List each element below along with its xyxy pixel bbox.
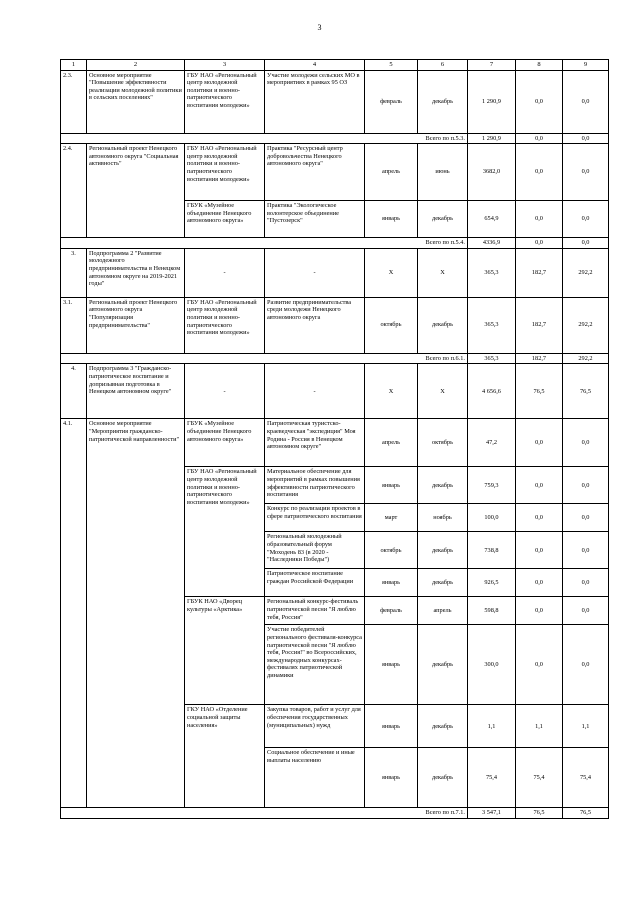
end-month: октябрь bbox=[418, 419, 468, 467]
program-table bbox=[60, 59, 609, 819]
amount-col8: 0,0 bbox=[516, 144, 563, 201]
measure-name: Основное мероприятие "Повышение эффективности реализации молодежной политики в сельских поселениях" bbox=[87, 70, 185, 133]
end-month: апрель bbox=[418, 597, 468, 625]
amount-col9: 292,2 bbox=[563, 297, 609, 353]
start-month: январь bbox=[365, 748, 418, 808]
amount-col7: 365,3 bbox=[468, 248, 516, 297]
subtotal-col8: 0,0 bbox=[516, 133, 563, 144]
amount-col9: 0,0 bbox=[563, 467, 609, 504]
page-number: 3 bbox=[317, 23, 322, 32]
row-number: 4.1. bbox=[61, 419, 87, 808]
subtotal-label: Всего по п.5.3. bbox=[61, 133, 468, 144]
subtotal-row bbox=[61, 353, 609, 364]
subtotal-col8: 182,7 bbox=[516, 353, 563, 364]
column-header-row bbox=[61, 60, 609, 71]
table-row bbox=[61, 297, 609, 353]
col-header-5: 5 bbox=[365, 60, 418, 71]
amount-col7: 738,8 bbox=[468, 532, 516, 569]
end-month: декабрь bbox=[418, 70, 468, 133]
col-header-3: 3 bbox=[185, 60, 265, 71]
amount-col7: 654,9 bbox=[468, 201, 516, 238]
measure-content: - bbox=[265, 248, 365, 297]
end-month: декабрь bbox=[418, 748, 468, 808]
subtotal-col9: 0,0 bbox=[563, 133, 609, 144]
subtotal-row bbox=[61, 238, 609, 249]
amount-col9: 0,0 bbox=[563, 625, 609, 705]
amount-col7: 1 290,9 bbox=[468, 70, 516, 133]
amount-col9: 0,0 bbox=[563, 144, 609, 201]
subtotal-col8: 76,5 bbox=[516, 808, 563, 819]
amount-col7: 926,5 bbox=[468, 569, 516, 597]
amount-col8: 0,0 bbox=[516, 201, 563, 238]
start-month: январь bbox=[365, 201, 418, 238]
measure-content: Патриотическая туристско-краеведческая "экспедиция" Моя Родина - Россия в Ненецком автономном округе" bbox=[265, 419, 365, 467]
measure-name: Подпрограмма 3 "Гражданско-патриотическое воспитание и допризывная подготовка в Ненецком автономном округе" bbox=[87, 364, 185, 419]
amount-col7: 100,0 bbox=[468, 504, 516, 532]
measure-content: Социальное обеспечение и иные выплаты населению bbox=[265, 748, 365, 808]
start-month: октябрь bbox=[365, 532, 418, 569]
row-number: 2.3. bbox=[61, 70, 87, 133]
start-month: февраль bbox=[365, 70, 418, 133]
measure-content: Региональный молодежный образовательный форум "Моходень 83 (в 2020 - "Наследники Победы") bbox=[265, 532, 365, 569]
start-month: февраль bbox=[365, 597, 418, 625]
amount-col9: 0,0 bbox=[563, 504, 609, 532]
measure-content: - bbox=[265, 364, 365, 419]
amount-col8: 0,0 bbox=[516, 70, 563, 133]
measure-content: Закупка товаров, работ и услуг для обеспечения государственных (муниципальных) нужд bbox=[265, 705, 365, 748]
start-month: январь bbox=[365, 625, 418, 705]
end-month: декабрь bbox=[418, 201, 468, 238]
row-number: 2.4. bbox=[61, 144, 87, 238]
end-month: ноябрь bbox=[418, 504, 468, 532]
col-header-8: 8 bbox=[516, 60, 563, 71]
end-month: декабрь bbox=[418, 297, 468, 353]
measure-content: Практика "Ресурсный центр добровольчества Ненецкого автономного округа" bbox=[265, 144, 365, 201]
amount-col9: 75,4 bbox=[563, 748, 609, 808]
amount-col9: 0,0 bbox=[563, 532, 609, 569]
measure-content: Практика "Экологическое волонтерское объединение "Пустозерск" bbox=[265, 201, 365, 238]
subtotal-col7: 3 547,1 bbox=[468, 808, 516, 819]
start-month: октябрь bbox=[365, 297, 418, 353]
start-month: январь bbox=[365, 705, 418, 748]
measure-name: Подпрограмма 2 "Развитие молодежного предпринимательства в Ненецком автономном округе на 2019-2021 годы" bbox=[87, 248, 185, 297]
amount-col9: 0,0 bbox=[563, 70, 609, 133]
executor: ГБУ НАО «Региональный центр молодежной политики и военно-патриотического воспитания молодежи» bbox=[185, 144, 265, 201]
executor: ГБУК «Музейное объединение Ненецкого автономного округа» bbox=[185, 201, 265, 238]
amount-col8: 0,0 bbox=[516, 597, 563, 625]
col-header-4: 4 bbox=[265, 60, 365, 71]
amount-col7: 300,0 bbox=[468, 625, 516, 705]
amount-col8: 0,0 bbox=[516, 569, 563, 597]
executor: ГКУ НАО «Отделение социальной защиты населения» bbox=[185, 705, 265, 808]
subtotal-col7: 1 290,9 bbox=[468, 133, 516, 144]
end-month: июнь bbox=[418, 144, 468, 201]
amount-col8: 0,0 bbox=[516, 504, 563, 532]
amount-col8: 75,4 bbox=[516, 748, 563, 808]
row-number: 3. bbox=[61, 248, 87, 297]
end-month: декабрь bbox=[418, 569, 468, 597]
col-header-9: 9 bbox=[563, 60, 609, 71]
subtotal-label: Всего по п.7.1. bbox=[61, 808, 468, 819]
amount-col7: 759,3 bbox=[468, 467, 516, 504]
table-row bbox=[61, 419, 609, 467]
executor: ГБУ НАО «Региональный центр молодежной политики и военно-патриотического воспитания молодежи» bbox=[185, 467, 265, 597]
col-header-7: 7 bbox=[468, 60, 516, 71]
amount-col7: 75,4 bbox=[468, 748, 516, 808]
executor: ГБУК НАО «Дворец культуры «Арктика» bbox=[185, 597, 265, 705]
executor: - bbox=[185, 248, 265, 297]
subtotal-label: Всего по п.5.4. bbox=[61, 238, 468, 249]
col-header-2: 2 bbox=[87, 60, 185, 71]
amount-col8: 0,0 bbox=[516, 467, 563, 504]
subtotal-col7: 365,3 bbox=[468, 353, 516, 364]
amount-col7: 4 656,6 bbox=[468, 364, 516, 419]
measure-content: Участие молодежи сельских МО в мероприятиях в рамках 95 ОЗ bbox=[265, 70, 365, 133]
subtotal-col9: 76,5 bbox=[563, 808, 609, 819]
subtotal-col8: 0,0 bbox=[516, 238, 563, 249]
amount-col7: 1,1 bbox=[468, 705, 516, 748]
start-month: апрель bbox=[365, 419, 418, 467]
measure-name: Основное мероприятие "Мероприятия гражданско-патриотической направленности" bbox=[87, 419, 185, 808]
amount-col8: 0,0 bbox=[516, 625, 563, 705]
amount-col9: 0,0 bbox=[563, 419, 609, 467]
row-number: 3.1. bbox=[61, 297, 87, 353]
subtotal-col7: 4336,9 bbox=[468, 238, 516, 249]
end-month: декабрь bbox=[418, 467, 468, 504]
table-row bbox=[61, 144, 609, 201]
amount-col8: 1,1 bbox=[516, 705, 563, 748]
amount-col8: 182,7 bbox=[516, 248, 563, 297]
end-month: декабрь bbox=[418, 532, 468, 569]
end-month: Х bbox=[418, 364, 468, 419]
subtotal-col9: 0,0 bbox=[563, 238, 609, 249]
row-number: 4. bbox=[61, 364, 87, 419]
table-row bbox=[61, 364, 609, 419]
measure-content: Развитие предпринимательства среди молодежи Ненецкого автономного округа bbox=[265, 297, 365, 353]
executor: ГБУ НАО «Региональный центр молодежной политики и военно-патриотического воспитания молодежи» bbox=[185, 70, 265, 133]
amount-col8: 76,5 bbox=[516, 364, 563, 419]
subtotal-row bbox=[61, 808, 609, 819]
amount-col9: 1,1 bbox=[563, 705, 609, 748]
amount-col9: 0,0 bbox=[563, 569, 609, 597]
executor: ГБУ НАО «Региональный центр молодежной политики и военно-патриотического воспитания молодежи» bbox=[185, 297, 265, 353]
measure-name: Региональный проект Ненецкого автономного округа "Популяризация предпринимательства" bbox=[87, 297, 185, 353]
start-month: Х bbox=[365, 248, 418, 297]
end-month: декабрь bbox=[418, 705, 468, 748]
amount-col7: 47,2 bbox=[468, 419, 516, 467]
amount-col7: 365,3 bbox=[468, 297, 516, 353]
start-month: январь bbox=[365, 467, 418, 504]
start-month: январь bbox=[365, 569, 418, 597]
amount-col9: 76,5 bbox=[563, 364, 609, 419]
amount-col7: 598,8 bbox=[468, 597, 516, 625]
start-month: март bbox=[365, 504, 418, 532]
amount-col8: 182,7 bbox=[516, 297, 563, 353]
subtotal-col9: 292,2 bbox=[563, 353, 609, 364]
subtotal-label: Всего по п.6.1. bbox=[61, 353, 468, 364]
measure-name: Региональный проект Ненецкого автономного округа "Социальная активность" bbox=[87, 144, 185, 238]
amount-col9: 0,0 bbox=[563, 597, 609, 625]
measure-content: Патриотическое воспитание граждан Российской Федерации bbox=[265, 569, 365, 597]
measure-content: Региональный конкурс-фестиваль патриотической песни "Я люблю тебя, Россия" bbox=[265, 597, 365, 625]
col-header-6: 6 bbox=[418, 60, 468, 71]
measure-content: Конкурс по реализации проектов в сфере патриотического воспитания bbox=[265, 504, 365, 532]
end-month: декабрь bbox=[418, 625, 468, 705]
executor: ГБУК «Музейное объединение Ненецкого автономного округа» bbox=[185, 419, 265, 467]
amount-col8: 0,0 bbox=[516, 419, 563, 467]
amount-col8: 0,0 bbox=[516, 532, 563, 569]
executor: - bbox=[185, 364, 265, 419]
start-month: апрель bbox=[365, 144, 418, 201]
amount-col7: 3682,0 bbox=[468, 144, 516, 201]
start-month: Х bbox=[365, 364, 418, 419]
table-row bbox=[61, 248, 609, 297]
measure-content: Участие победителей регионального фестиваля-конкурса патриотической песни "Я люблю тебя, Россия!" во Всероссийских, международных конкурсах-фестивалях патриотической динамики bbox=[265, 625, 365, 705]
end-month: Х bbox=[418, 248, 468, 297]
amount-col9: 0,0 bbox=[563, 201, 609, 238]
measure-content: Материальное обеспечение для мероприятий в рамках повышения эффективности патриотического воспитания bbox=[265, 467, 365, 504]
col-header-1: 1 bbox=[61, 60, 87, 71]
table-row bbox=[61, 70, 609, 133]
amount-col9: 292,2 bbox=[563, 248, 609, 297]
subtotal-row bbox=[61, 133, 609, 144]
